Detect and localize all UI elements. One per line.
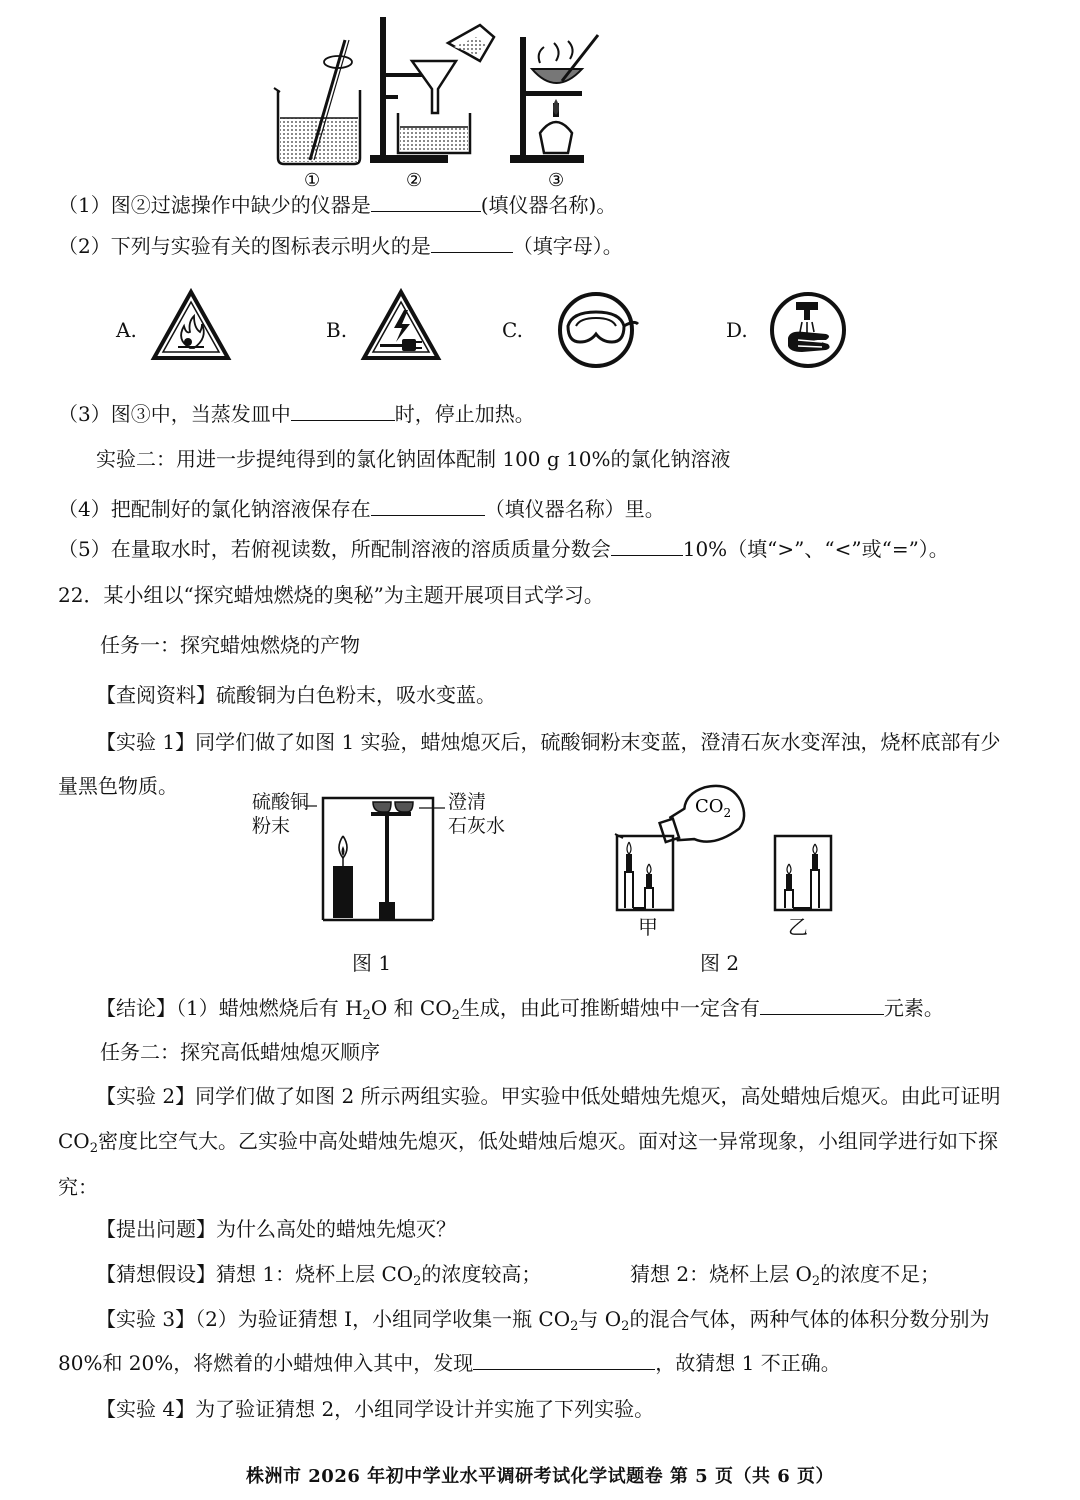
hypothesis-1: 【猜想假设】猜想 1：烧杯上层 $CO_2$的浓度较高；: [96, 1262, 542, 1289]
question-2: （2）下列与实验有关的图标表示明火的是 （填字母）。: [58, 234, 623, 258]
experiment-3-line-a: 【实验 3】（2）为验证猜想 I，小组同学收集一瓶 $CO_2$与 $O_2$的混合气体，两种气体的体积分数分别为: [96, 1307, 990, 1334]
figure-1-caption: 图 1: [352, 951, 392, 975]
task-one: 任务一：探究蜡烛燃烧的产物: [100, 633, 360, 657]
answer-blank-6[interactable]: [760, 996, 884, 1015]
experiment-1-line-b: 量黑色物质。: [58, 774, 178, 798]
question-raise: 【提出问题】为什么高处的蜡烛先熄灭？: [96, 1217, 456, 1241]
experiment-1-line-a: 【实验 1】同学们做了如图 1 实验，蜡烛熄灭后，硫酸铜粉末变蓝，澄清石灰水变浑浊，烧杯底部有少: [96, 730, 1001, 754]
lookup-material: 【查阅资料】硫酸铜为白色粉末，吸水变蓝。: [96, 683, 496, 707]
figure-1-apparatus: [315, 790, 445, 930]
electric-warning-icon: [360, 288, 442, 362]
filtration-apparatus: [370, 15, 500, 190]
figure-2-caption: 图 2: [700, 951, 740, 975]
conclusion-line: 【结论】（1）蜡烛燃烧后有 $H_2O$ 和 $CO_2$生成，由此可推断蜡烛中一定含有 元素。: [96, 996, 944, 1023]
figure-2-apparatus: [615, 782, 855, 932]
question-3: （3）图③中，当蒸发皿中 时，停止加热。: [58, 402, 535, 426]
co2-gas-label: $CO_2$: [695, 796, 732, 820]
option-a-label: A.: [116, 318, 137, 342]
answer-blank-1[interactable]: [371, 193, 481, 212]
option-d-label: D.: [726, 318, 748, 342]
evaporation-apparatus: [510, 15, 610, 190]
experiment-2-line-c: 究：: [58, 1175, 98, 1199]
experiment-2-line-b: $CO_2$密度比空气大。乙实验中高处蜡烛先熄灭，低处蜡烛后熄灭。面对这一异常现象，小组同学进行如下探: [58, 1129, 998, 1156]
wash-hands-icon: [768, 290, 852, 370]
experiment-3-line-b: 80%和 20%，将燃着的小蜡烛伸入其中，发现 ，故猜想 1 不正确。: [58, 1351, 841, 1375]
answer-blank-2[interactable]: [431, 234, 513, 253]
fire-warning-icon: [150, 288, 232, 362]
figure-1-label-right: 澄清 石灰水: [448, 791, 506, 837]
option-b-label: B.: [326, 318, 348, 342]
question-4: （4）把配制好的氯化钠溶液保存在 （填仪器名称）里。: [58, 497, 665, 521]
answer-blank-4[interactable]: [371, 497, 485, 516]
task-two: 任务二：探究高低蜡烛熄灭顺序: [100, 1040, 380, 1064]
goggles-icon: [556, 290, 642, 370]
figure-2-label-jia: 甲: [638, 915, 658, 939]
question-5: （5）在量取水时，若俯视读数，所配制溶液的溶质质量分数会 10%（填“>”、“<”或“=”）。: [58, 537, 949, 561]
question-1: （1）图②过滤操作中缺少的仪器是 (填仪器名称)。: [58, 193, 617, 217]
figure-label-2: ②: [406, 170, 423, 191]
experiment-2-line-a: 【实验 2】同学们做了如图 2 所示两组实验。甲实验中低处蜡烛先熄灭，高处蜡烛后熄灭。由此可证明: [96, 1084, 1001, 1108]
answer-blank-3[interactable]: [291, 402, 395, 421]
answer-blank-7[interactable]: [473, 1351, 655, 1370]
figure-label-1: ①: [304, 170, 321, 191]
figure-label-3: ③: [548, 170, 565, 191]
figure-1-label-left: 硫酸铜 粉末: [252, 791, 310, 837]
experiment-4-line: 【实验 4】为了验证猜想 2，小组同学设计并实施了下列实验。: [96, 1397, 655, 1421]
hypothesis-2: 猜想 2：烧杯上层 $O_2$的浓度不足；: [630, 1262, 941, 1289]
experiment-two-line: 实验二：用进一步提纯得到的氯化钠固体配制 100 g 10%的氯化钠溶液: [96, 447, 731, 471]
question-22-title: 22．某小组以“探究蜡烛燃烧的奥秘”为主题开展项目式学习。: [58, 583, 604, 607]
page-footer: 株洲市 2026 年初中学业水平调研考试化学试题卷 第 5 页（共 6 页）: [246, 1466, 835, 1487]
option-c-label: C.: [502, 318, 523, 342]
apparatus-figure-1: [270, 40, 370, 190]
answer-blank-5[interactable]: [611, 537, 683, 556]
figure-2-label-yi: 乙: [788, 915, 808, 939]
